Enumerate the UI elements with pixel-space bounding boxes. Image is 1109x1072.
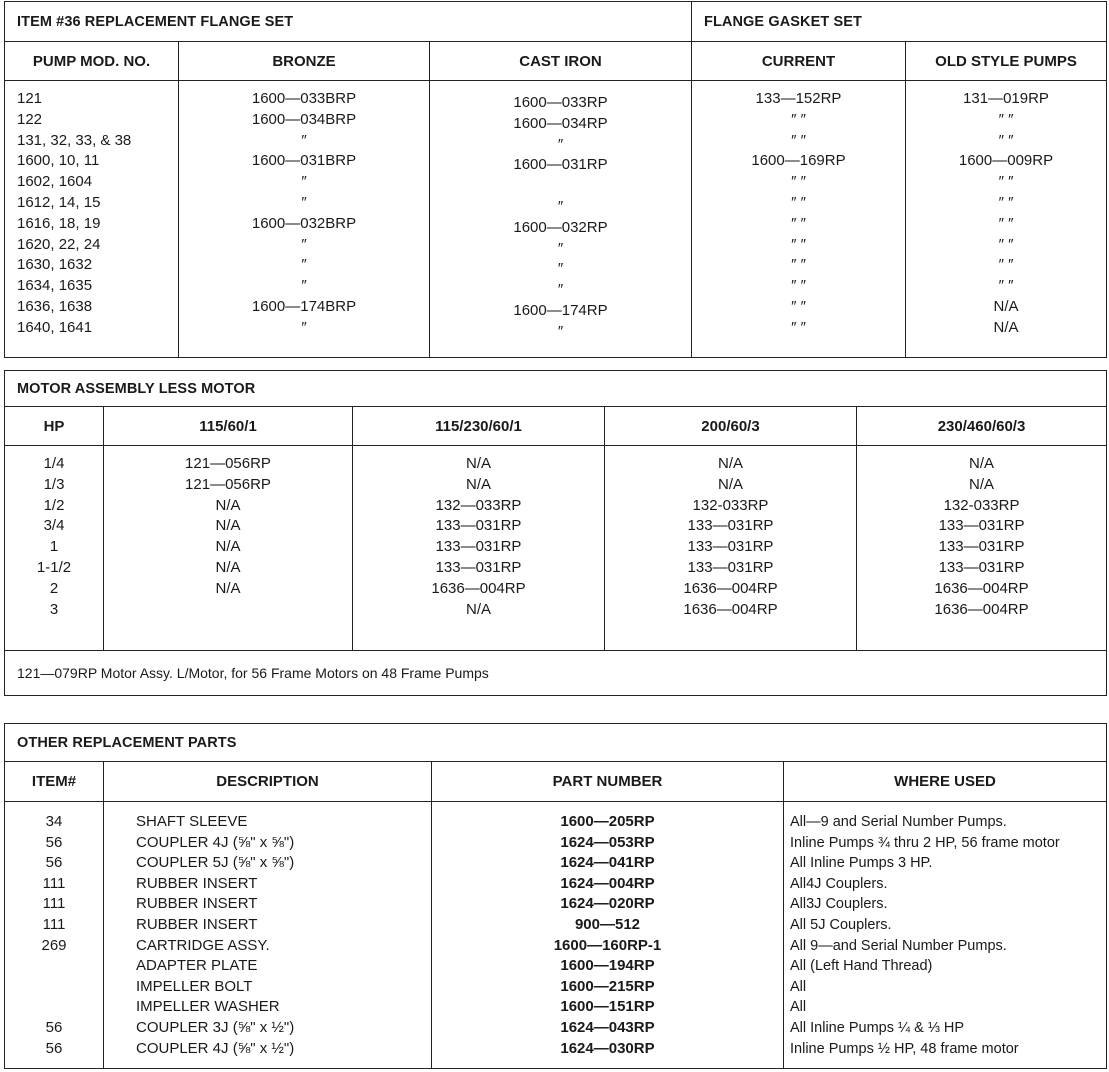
description-entry: COUPLER 4J (⅝" x ⅝") xyxy=(136,833,295,851)
part-number-entry: 1624—053RP xyxy=(560,833,655,851)
v115-230-60-1-entry: N/A xyxy=(465,475,491,493)
model-entry: 1634, 1635 xyxy=(17,277,93,295)
old-style-gasket-entry: N/A xyxy=(993,297,1019,315)
item-number-entry: 111 xyxy=(42,874,66,892)
current-gasket-list xyxy=(692,81,906,358)
part-number-entry: 1624—020RP xyxy=(560,895,655,913)
bronze-entry: 1600—033BRP xyxy=(251,90,357,107)
v230-460-60-3-entry: N/A xyxy=(969,455,995,472)
hp-entry: 3/4 xyxy=(43,517,65,535)
bronze-entry: ″ xyxy=(301,173,307,191)
part-number-entry: 1600—160RP-1 xyxy=(553,936,662,954)
current-gasket-entry: ″ ″ xyxy=(791,318,806,336)
col-115-230-60-1: 115/230/60/1 xyxy=(353,407,605,446)
v200-60-3-entry: N/A xyxy=(717,475,743,493)
hp-entry: 3 xyxy=(49,600,59,618)
v115-230-60-1-list xyxy=(353,446,605,651)
model-entry: 1616, 18, 19 xyxy=(17,214,101,232)
where-used-entry: All4J Couplers. xyxy=(790,875,888,892)
col-old-style: OLD STYLE PUMPS xyxy=(906,42,1107,81)
part-number-entry: 1624—004RP xyxy=(560,874,655,892)
current-gasket-entry: ″ ″ xyxy=(791,193,806,211)
where-used-entry: All—9 and Serial Number Pumps. xyxy=(790,814,1007,830)
v200-60-3-entry: 132-033RP xyxy=(692,496,769,514)
model-entry: 1612, 14, 15 xyxy=(17,193,101,211)
model-entry: 1640, 1641 xyxy=(17,318,93,336)
model-list xyxy=(5,81,179,358)
description-entry: SHAFT SLEEVE xyxy=(136,813,248,830)
item-number-entry: 56 xyxy=(45,1039,63,1057)
description-list xyxy=(104,802,432,1069)
current-gasket-entry: ″ ″ xyxy=(791,214,806,232)
motor-assembly-title: MOTOR ASSEMBLY LESS MOTOR xyxy=(5,371,1107,407)
old-style-gasket-entry: N/A xyxy=(993,318,1019,336)
v115-60-1-entry: N/A xyxy=(215,579,241,597)
cast-iron-entry: ″ xyxy=(557,135,564,153)
model-entry: 121 xyxy=(17,90,43,107)
description-entry: IMPELLER WASHER xyxy=(136,998,280,1016)
where-used-entry: All xyxy=(790,978,807,995)
old-style-gasket-entry: ″ ″ xyxy=(998,193,1014,211)
v115-230-60-1-entry: N/A xyxy=(465,455,491,472)
v115-230-60-1-entry: 133—031RP xyxy=(435,517,522,535)
part-number-entry: 900—512 xyxy=(574,915,641,933)
item-number-entry: 111 xyxy=(42,915,66,933)
v200-60-3-entry: 133—031RP xyxy=(687,538,774,556)
col-item: ITEM# xyxy=(5,762,104,802)
col-bronze: BRONZE xyxy=(179,42,430,81)
col-115-60-1: 115/60/1 xyxy=(104,407,353,446)
motor-assembly-footnote: 121—079RP Motor Assy. L/Motor, for 56 Frame Motors on 48 Frame Pumps xyxy=(5,651,1107,696)
description-entry: ADAPTER PLATE xyxy=(136,957,258,975)
old-style-gasket-entry: ″ ″ xyxy=(998,214,1014,232)
motor-assembly-table xyxy=(4,370,1107,696)
hp-entry: 1/2 xyxy=(43,496,65,514)
other-parts-table xyxy=(4,723,1107,1069)
col-description: DESCRIPTION xyxy=(104,762,432,802)
v230-460-60-3-entry: 132-033RP xyxy=(943,496,1020,514)
where-used-entry: All 5J Couplers. xyxy=(790,916,892,933)
where-used-entry: All Inline Pumps 3 HP. xyxy=(790,855,933,872)
v115-60-1-entry: N/A xyxy=(215,496,241,514)
old-style-gasket-entry: ″ ″ xyxy=(998,277,1014,295)
model-entry: 1620, 22, 24 xyxy=(17,235,101,253)
description-entry: RUBBER INSERT xyxy=(136,915,258,933)
part-number-entry: 1600—151RP xyxy=(560,998,655,1016)
part-number-entry: 1624—041RP xyxy=(560,854,655,872)
old-style-gasket-list xyxy=(906,81,1107,358)
item-number-entry: 56 xyxy=(45,833,63,851)
current-gasket-entry: ″ ″ xyxy=(791,173,806,191)
where-used-entry: Inline Pumps ½ HP, 48 frame motor xyxy=(790,1040,1019,1057)
col-230-460-60-3: 230/460/60/3 xyxy=(857,407,1107,446)
part-number-entry: 1600—194RP xyxy=(560,957,655,975)
part-number-list xyxy=(432,802,784,1069)
where-used-entry: All (Left Hand Thread) xyxy=(790,958,933,975)
cast-iron-entry: ″ xyxy=(557,322,564,340)
where-used-list xyxy=(784,802,1107,1069)
bronze-entry: ″ xyxy=(301,318,307,336)
other-parts-title: OTHER REPLACEMENT PARTS xyxy=(5,724,1107,762)
current-gasket-entry: 133—152RP xyxy=(755,90,842,107)
bronze-entry: 1600—031BRP xyxy=(251,152,357,170)
cast-iron-entry: 1600—174RP xyxy=(513,301,608,319)
item-number-entry: 111 xyxy=(42,895,66,913)
description-entry: CARTRIDGE ASSY. xyxy=(136,936,270,954)
old-style-gasket-entry: ″ ″ xyxy=(998,110,1014,128)
v115-60-1-entry: N/A xyxy=(215,538,241,556)
current-gasket-entry: ″ ″ xyxy=(791,235,806,253)
model-entry: 131, 32, 33, & 38 xyxy=(17,131,132,149)
col-200-60-3: 200/60/3 xyxy=(605,407,857,446)
description-entry: COUPLER 4J (⅝" x ½") xyxy=(136,1039,295,1057)
col-hp: HP xyxy=(5,407,104,446)
bronze-entry: ″ xyxy=(301,235,307,253)
current-gasket-entry: 1600—169RP xyxy=(751,152,846,170)
hp-entry: 1 xyxy=(49,538,59,556)
current-gasket-entry: ″ ″ xyxy=(791,256,806,274)
v115-230-60-1-entry: 133—031RP xyxy=(435,538,522,556)
item-number-entry xyxy=(5,997,103,1018)
old-style-gasket-entry: 131—019RP xyxy=(963,90,1049,107)
where-used-entry: All Inline Pumps ¼ & ⅓ HP xyxy=(790,1019,965,1036)
v115-230-60-1-entry: 1636—004RP xyxy=(431,579,526,597)
model-entry: 122 xyxy=(17,110,43,128)
part-number-entry: 1624—030RP xyxy=(560,1039,655,1057)
cast-iron-entry: ″ xyxy=(557,239,564,257)
hp-entry: 1/3 xyxy=(43,475,65,493)
bronze-entry: ″ xyxy=(301,256,307,274)
v230-460-60-3-entry: 133—031RP xyxy=(938,517,1025,535)
old-style-gasket-entry: ″ ″ xyxy=(998,235,1014,253)
v115-230-60-1-entry: N/A xyxy=(465,600,491,618)
v115-60-1-entry: 121—056RP xyxy=(185,455,271,472)
current-gasket-entry: ″ ″ xyxy=(791,110,806,128)
col-where-used: WHERE USED xyxy=(784,762,1107,802)
item-number-entry: 269 xyxy=(41,936,67,954)
description-entry: RUBBER INSERT xyxy=(136,895,258,913)
model-entry: 1602, 1604 xyxy=(17,173,93,191)
v200-60-3-entry: 1636—004RP xyxy=(683,579,778,597)
v230-460-60-3-entry: 1636—004RP xyxy=(934,579,1029,597)
v200-60-3-entry: 133—031RP xyxy=(687,517,774,535)
item-number-entry: 56 xyxy=(45,1018,63,1036)
v200-60-3-entry: 133—031RP xyxy=(687,558,774,576)
bronze-entry: 1600—032BRP xyxy=(251,214,357,232)
where-used-entry: All 9—and Serial Number Pumps. xyxy=(790,937,1007,954)
v115-230-60-1-entry: 133—031RP xyxy=(435,558,522,576)
bronze-list xyxy=(179,81,430,358)
gasket-set-title: FLANGE GASKET SET xyxy=(692,2,1107,42)
v200-60-3-entry: 1636—004RP xyxy=(683,600,778,618)
current-gasket-entry: ″ ″ xyxy=(791,297,806,315)
item-number-list xyxy=(5,802,104,1069)
item-number-entry: 34 xyxy=(45,813,63,830)
flange-set-table xyxy=(4,1,1107,358)
v230-460-60-3-entry: N/A xyxy=(969,475,995,493)
model-entry: 1636, 1638 xyxy=(17,297,93,315)
item-number-entry xyxy=(5,956,103,977)
cast-iron-list xyxy=(430,81,692,358)
col-cast-iron: CAST IRON xyxy=(430,42,692,81)
where-used-entry: Inline Pumps ¾ thru 2 HP, 56 frame motor xyxy=(790,834,1060,851)
bronze-entry: ″ xyxy=(301,193,307,211)
col-part-number: PART NUMBER xyxy=(432,762,784,802)
current-gasket-entry: ″ ″ xyxy=(791,131,806,149)
cast-iron-entry: 1600—033RP xyxy=(513,94,608,111)
bronze-entry: ″ xyxy=(301,131,307,149)
part-number-entry: 1624—043RP xyxy=(560,1018,655,1036)
v200-60-3-list xyxy=(605,446,857,651)
v115-230-60-1-entry: 132—033RP xyxy=(435,496,522,514)
hp-entry: 2 xyxy=(49,579,59,597)
bronze-entry: 1600—174BRP xyxy=(251,297,357,315)
bronze-entry: ″ xyxy=(301,277,307,295)
description-entry: COUPLER 5J (⅝" x ⅝") xyxy=(136,854,295,872)
v230-460-60-3-list xyxy=(857,446,1107,651)
description-entry: COUPLER 3J (⅝" x ½") xyxy=(136,1018,295,1036)
old-style-gasket-entry: 1600—009RP xyxy=(958,152,1054,170)
description-entry: RUBBER INSERT xyxy=(136,874,258,892)
v115-60-1-entry: N/A xyxy=(215,558,241,576)
cast-iron-entry xyxy=(430,176,691,197)
where-used-entry: All3J Couplers. xyxy=(790,896,888,913)
item-number-entry: 56 xyxy=(45,854,63,872)
part-number-entry: 1600—215RP xyxy=(560,977,655,995)
col-current: CURRENT xyxy=(692,42,906,81)
cast-iron-entry: 1600—034RP xyxy=(513,114,608,132)
v200-60-3-entry: N/A xyxy=(717,455,743,472)
old-style-gasket-entry: ″ ″ xyxy=(998,131,1014,149)
v115-60-1-entry: 121—056RP xyxy=(185,475,271,493)
bronze-entry: 1600—034BRP xyxy=(251,110,357,128)
hp-entry: 1-1/2 xyxy=(36,558,72,576)
old-style-gasket-entry: ″ ″ xyxy=(998,173,1014,191)
v230-460-60-3-entry: 133—031RP xyxy=(938,558,1025,576)
v230-460-60-3-entry: 133—031RP xyxy=(938,538,1025,556)
where-used-entry: All xyxy=(790,999,807,1016)
v115-60-1-entry: N/A xyxy=(215,517,241,535)
part-number-entry: 1600—205RP xyxy=(560,813,655,830)
v115-60-1-list xyxy=(104,446,353,651)
description-entry: IMPELLER BOLT xyxy=(136,977,253,995)
cast-iron-entry: ″ xyxy=(557,197,564,215)
flange-set-title: ITEM #36 REPLACEMENT FLANGE SET xyxy=(5,2,692,42)
cast-iron-entry: 1600—032RP xyxy=(513,218,608,236)
item-number-entry xyxy=(5,977,103,998)
v115-60-1-entry xyxy=(104,600,352,621)
cast-iron-entry: ″ xyxy=(557,281,564,299)
model-entry: 1600, 10, 11 xyxy=(17,152,100,170)
col-pump-model: PUMP MOD. NO. xyxy=(5,42,179,81)
old-style-gasket-entry: ″ ″ xyxy=(998,256,1014,274)
hp-entry: 1/4 xyxy=(43,455,65,472)
v230-460-60-3-entry: 1636—004RP xyxy=(934,600,1029,618)
model-entry: 1630, 1632 xyxy=(17,256,93,274)
cast-iron-entry: 1600—031RP xyxy=(513,156,608,174)
current-gasket-entry: ″ ″ xyxy=(791,277,806,295)
cast-iron-entry: ″ xyxy=(557,260,564,278)
hp-list xyxy=(5,446,104,651)
